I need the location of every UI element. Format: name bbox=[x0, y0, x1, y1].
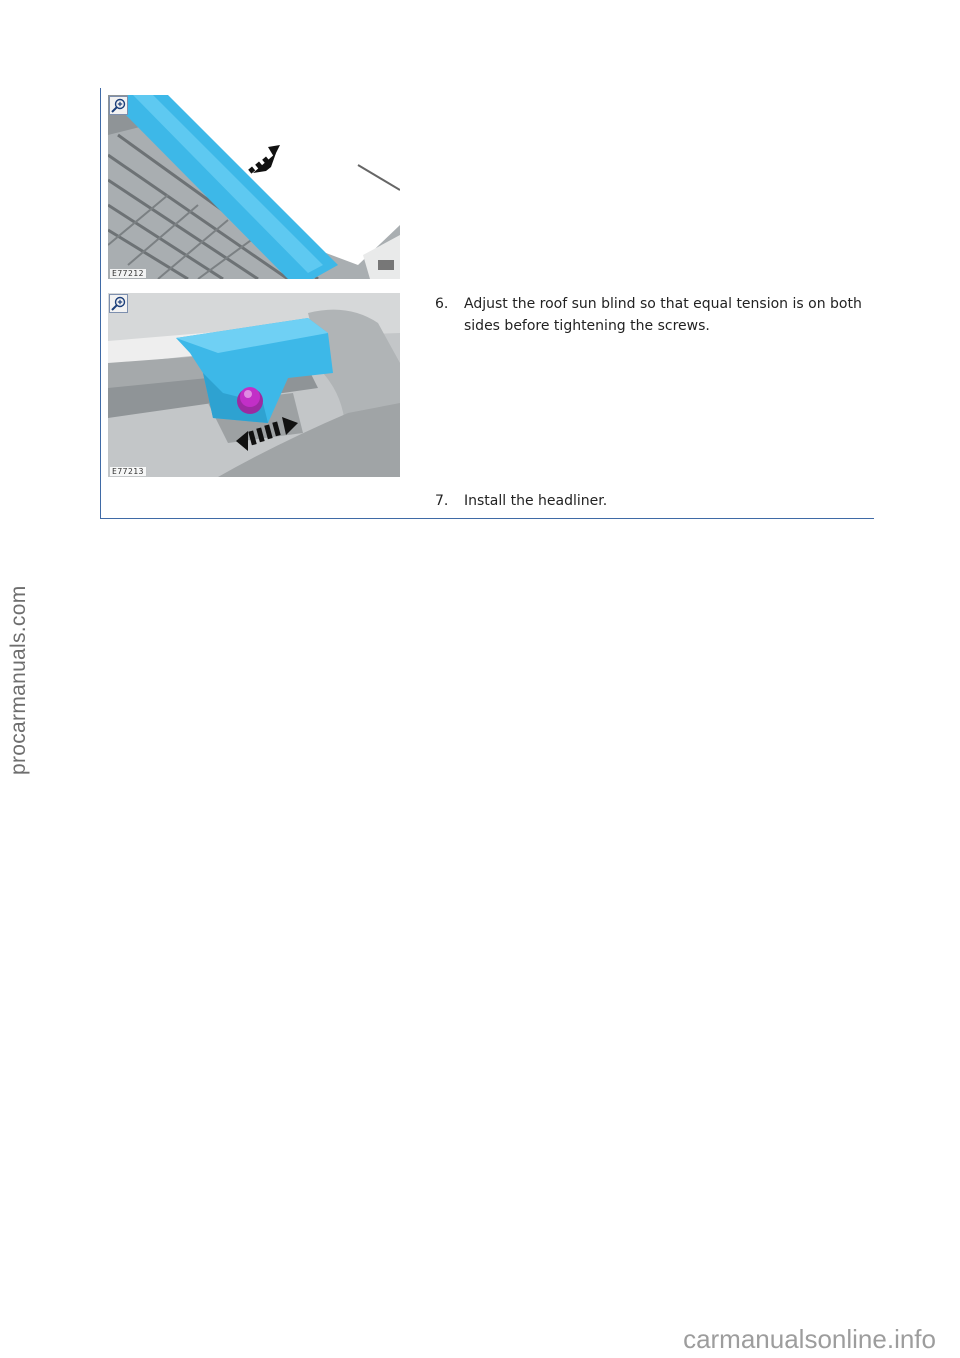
procedure-step-6 bbox=[435, 293, 875, 337]
step-text: Install the headliner. bbox=[464, 493, 608, 509]
figure-e77212 bbox=[108, 95, 400, 279]
figure-e77213 bbox=[108, 293, 400, 477]
figure-code: E77213 bbox=[112, 467, 144, 476]
step-number: 7. bbox=[435, 493, 449, 509]
sun-blind-bracket-illustration bbox=[108, 293, 400, 477]
bottom-watermark: carmanualsonline.info bbox=[683, 1324, 936, 1354]
step-number: 6. bbox=[435, 296, 449, 312]
procedure-step-7 bbox=[435, 490, 875, 512]
side-watermark: procarmanuals.com bbox=[7, 585, 30, 775]
figure-code: E77212 bbox=[112, 269, 144, 278]
step-text: Adjust the roof sun blind so that equal tension is on both sides before tightening the screws. bbox=[464, 296, 862, 334]
zoom-in-icon[interactable] bbox=[109, 294, 128, 313]
sun-blind-illustration bbox=[108, 95, 400, 279]
zoom-in-icon[interactable] bbox=[109, 96, 128, 115]
